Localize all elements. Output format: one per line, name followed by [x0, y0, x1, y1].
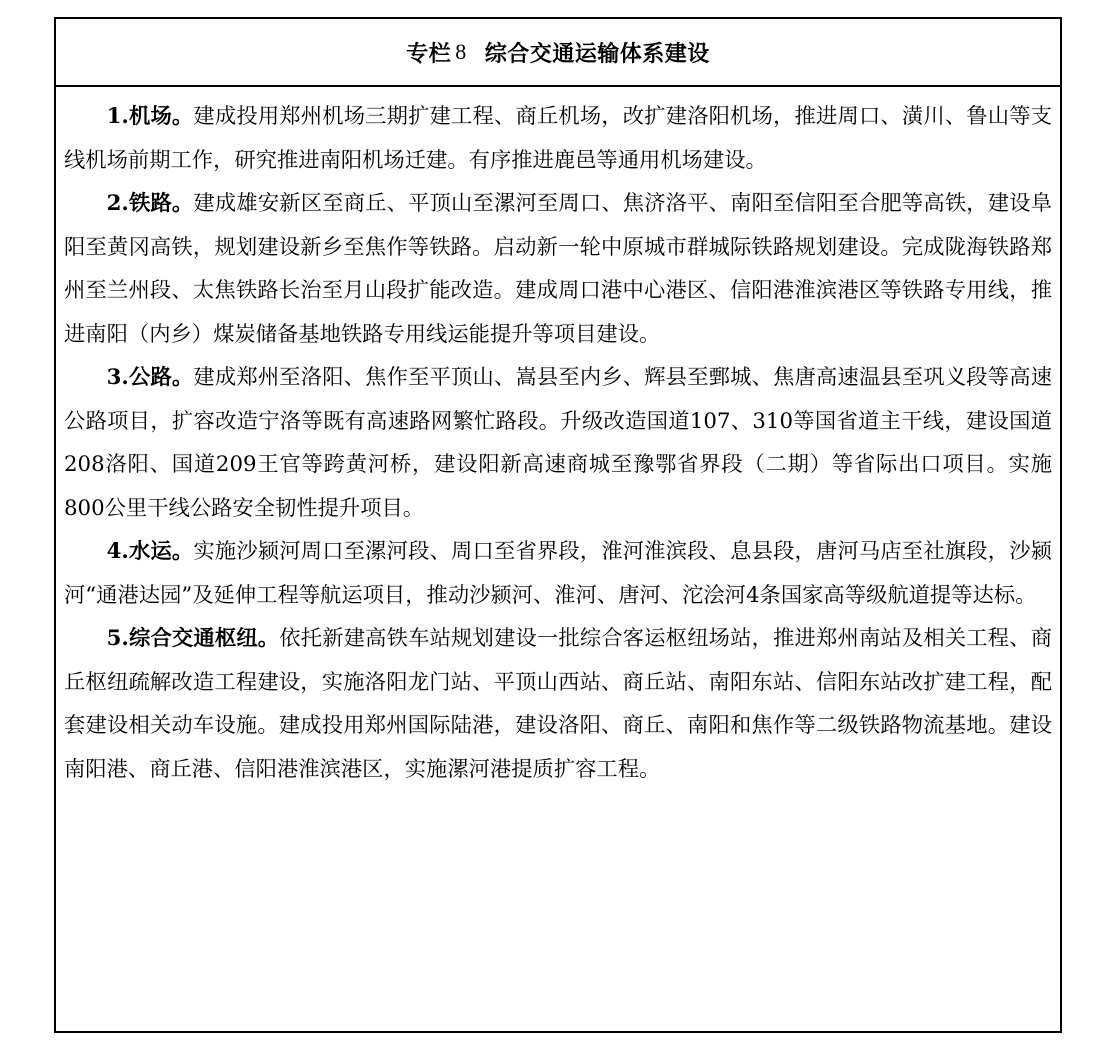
column-box	[54, 17, 1062, 1033]
column-content	[56, 87, 1060, 791]
paragraph-text: 实施沙颍河周口至漯河段、周口至省界段，淮河淮滨段、息县段，唐河马店至社旗段，沙颍河“通港达园”及延伸工程等航运项目，推动沙颍河、淮河、唐河、沱浍河4条国家高等级航道提等达标。	[64, 539, 1052, 608]
paragraph-heading: 5.综合交通枢纽。	[106, 626, 280, 651]
paragraph-airport	[64, 95, 1052, 182]
column-number: 8	[455, 39, 467, 64]
column-title: 综合交通运输体系建设	[484, 41, 710, 67]
paragraph-waterway	[64, 530, 1052, 617]
paragraph-railway	[64, 182, 1052, 356]
paragraph-highway	[64, 356, 1052, 530]
paragraph-text: 建成投用郑州机场三期扩建工程、商丘机场，改扩建洛阳机场，推进周口、潢川、鲁山等支线机场前期工作，研究推进南阳机场迁建。有序推进鹿邑等通用机场建设。	[64, 104, 1052, 173]
paragraph-text: 依托新建高铁车站规划建设一批综合客运枢纽场站，推进郑州南站及相关工程、商丘枢纽疏解改造工程建设，实施洛阳龙门站、平顶山西站、商丘站、南阳东站、信阳东站改扩建工程，配套建设相关动车设施。建成投用郑州国际陆港，建设洛阳、商丘、南阳和焦作等二级铁路物流基地。建设南阳港、商丘港、信阳港淮滨港区，实施漯河港提质扩容工程。	[64, 626, 1052, 782]
column-label: 专栏	[406, 41, 452, 67]
paragraph-heading: 4.水运。	[106, 539, 194, 564]
paragraph-heading: 2.铁路。	[106, 191, 194, 216]
column-title-row	[56, 19, 1060, 87]
paragraph-heading: 3.公路。	[106, 365, 194, 390]
paragraph-heading: 1.机场。	[106, 104, 194, 129]
paragraph-text: 建成雄安新区至商丘、平顶山至漯河至周口、焦济洛平、南阳至信阳至合肥等高铁，建设阜阳至黄冈高铁，规划建设新乡至焦作等铁路。启动新一轮中原城市群城际铁路规划建设。完成陇海铁路郑州至兰州段、太焦铁路长治至月山段扩能改造。建成周口港中心港区、信阳港淮滨港区等铁路专用线，推进南阳（内乡）煤炭储备基地铁路专用线运能提升等项目建设。	[64, 191, 1052, 347]
paragraph-text: 建成郑州至洛阳、焦作至平顶山、嵩县至内乡、辉县至鄄城、焦唐高速温县至巩义段等高速公路项目，扩容改造宁洛等既有高速路网繁忙路段。升级改造国道107、310等国省道主干线，建设国道208洛阳、国道209王官等跨黄河桥，建设阳新高速商城至豫鄂省界段（二期）等省际出口项目。实施800公里干线公路安全韧性提升项目。	[64, 365, 1052, 521]
paragraph-transport-hub	[64, 617, 1052, 791]
